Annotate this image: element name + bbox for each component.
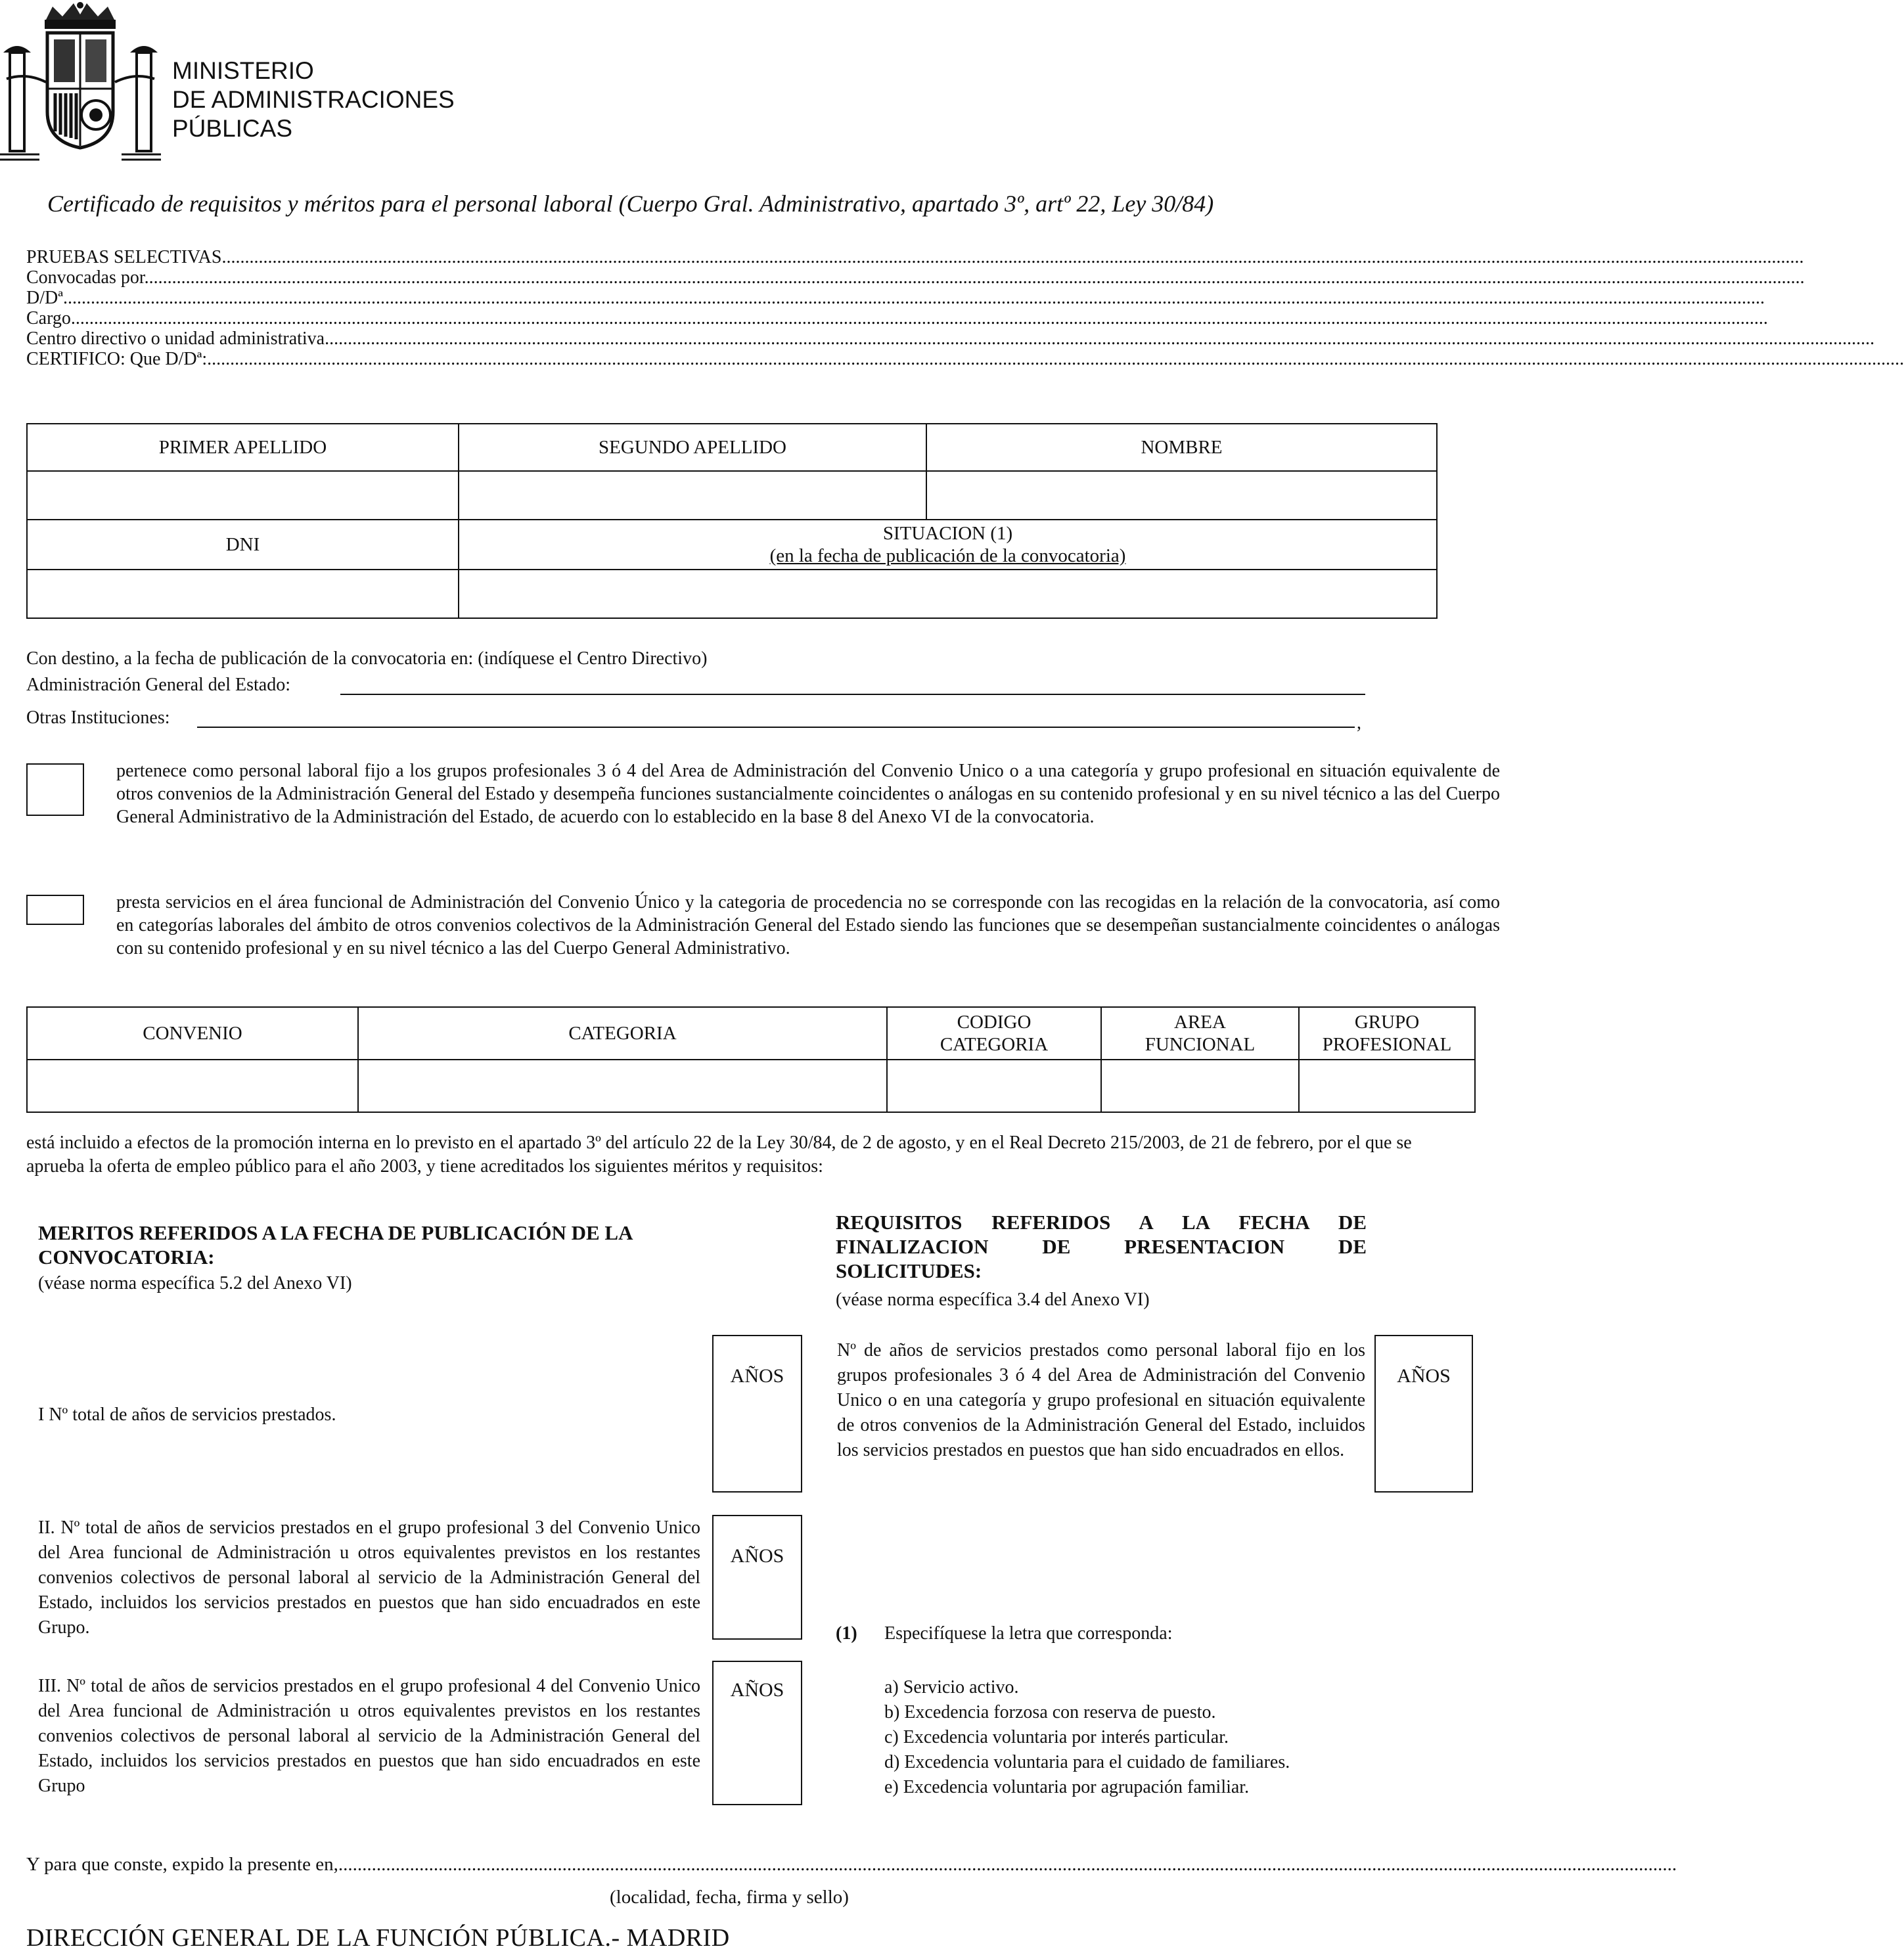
requisitos-note: (véase norma específica 3.4 del Anexo VI): [836, 1290, 1150, 1310]
header-area-funcional: AREA FUNCIONAL: [1101, 1007, 1299, 1060]
footer-text: DIRECCIÓN GENERAL DE LA FUNCIÓN PÚBLICA.- MADRID: [26, 1924, 730, 1952]
situacion-cell[interactable]: [459, 570, 1437, 618]
header-segundo-apellido: SEGUNDO APELLIDO: [459, 424, 926, 471]
header-primer-apellido: PRIMER APELLIDO: [27, 424, 459, 471]
footnote-list: [884, 1675, 1290, 1800]
destino-age-line[interactable]: [340, 694, 1365, 695]
header-codigo-categoria: CODIGO CATEGORIA: [887, 1007, 1101, 1060]
field-cargo[interactable]: Cargo.................................................................................................................................................................................................................................................................................................................................................................................: [26, 308, 1768, 328]
field-label: PRUEBAS SELECTIVAS: [26, 247, 222, 267]
coat-of-arms-icon: [0, 0, 161, 164]
codigo-categoria-cell[interactable]: [887, 1060, 1101, 1112]
situacion-label: SITUACION (1): [882, 523, 1013, 544]
ministry-line-2: DE ADMINISTRACIONES: [172, 86, 455, 113]
header-nombre: NOMBRE: [926, 424, 1437, 471]
primer-apellido-cell[interactable]: [27, 471, 459, 520]
option-2-checkbox[interactable]: [26, 895, 84, 925]
merito-2-box-label: AÑOS: [730, 1545, 784, 1567]
footnote-item-d: d) Excedencia voluntaria para el cuidado de familiares.: [884, 1752, 1290, 1772]
merito-2-text: II. Nº total de años de servicios prestados en el grupo profesional 3 del Convenio Unico del Area funcional de Administración u otros equivalentes previstos en los restantes convenios colectivos de personal laboral al servicio de la Administración General del Estado, incluidos los servicios prestados en puestos que han sido encuadrados en este Grupo.: [38, 1517, 700, 1638]
merito-1-box-label: AÑOS: [730, 1365, 784, 1387]
field-label: Centro directivo o unidad administrativa: [26, 328, 325, 349]
option-2-text: presta servicios en el área funcional de Administración del Convenio Único y la categoria de procedencia no se corresponde con las recogidas en la relación de la convocatoria, así como en categorías laborales del ámbito de otros convenios colectivos de la Administración General del Estado siendo las funciones que se desempeñan sustancialmente coincidentes o análogas con su contenido profesional y en su nivel técnico a las del Cuerpo General Administrativo.: [116, 892, 1500, 958]
destino-otras-label: Otras Instituciones:: [26, 708, 170, 728]
footnote-marker: (1): [836, 1623, 857, 1644]
ministry-line-3: PÚBLICAS: [172, 115, 293, 142]
promocion-paragraph: está incluido a efectos de la promoción interna en lo previsto en el apartado 3º del artículo 22 de la Ley 30/84, de 2 de agosto, y en el Real Decreto 215/2003, de 21 de febrero, por el que se aprueba la oferta de empleo público para el año 2003, y tiene acreditados los siguientes méritos y requisitos:: [26, 1133, 1412, 1177]
destino-otras-line[interactable]: [197, 727, 1355, 728]
destino-age-label: Administración General del Estado:: [26, 675, 290, 695]
field-certifico[interactable]: CERTIFICO: Que D/Dª:.................................................................................................................................................................................................................................................................................................................................................................................: [26, 349, 1904, 369]
header-categoria: CATEGORIA: [358, 1007, 887, 1060]
closing-line[interactable]: Y para que conste, expido la presente en,.........................................................................................................................................................................................................................................................................................: [26, 1854, 1677, 1875]
option-1-text: pertenece como personal laboral fijo a los grupos profesionales 3 ó 4 del Area de Administración del Convenio Unico o a una categoría y grupo profesional en situación equivalente de otros convenios de la Administración General del Estado y desempeña funciones sustancialmente coincidentes o análogas en su contenido profesional y en su nivel técnico a las del Cuerpo General Administrativo de la Administración del Estado, de acuerdo con lo establecido en la base 8 del Anexo VI de la convocatoria.: [116, 761, 1500, 827]
footnote-item-e: e) Excedencia voluntaria por agrupación familiar.: [884, 1777, 1250, 1797]
person-table: [26, 423, 1438, 619]
merito-3-box-label: AÑOS: [730, 1679, 784, 1701]
categoria-cell[interactable]: [358, 1060, 887, 1112]
field-label: CERTIFICO: Que D/Dª:: [26, 349, 208, 369]
merito-3-box[interactable]: [712, 1661, 802, 1805]
field-label: Cargo: [26, 308, 71, 328]
area-funcional-cell[interactable]: [1101, 1060, 1299, 1112]
destino-intro: Con destino, a la fecha de publicación de la convocatoria en: (indíquese el Centro Directivo): [26, 648, 708, 669]
dni-cell[interactable]: [27, 570, 459, 618]
field-convocadas-por[interactable]: Convocadas por.........................................................................................................................................................................................................................................................................................................................................................................: [26, 267, 1805, 288]
header-grupo-profesional: GRUPO PROFESIONAL: [1299, 1007, 1475, 1060]
merito-1-box[interactable]: [712, 1335, 802, 1493]
convenio-cell[interactable]: [27, 1060, 358, 1112]
field-label: Convocadas por: [26, 267, 145, 288]
option-1-checkbox[interactable]: [26, 763, 84, 816]
segundo-apellido-cell[interactable]: [459, 471, 926, 520]
field-centro-directivo[interactable]: Centro directivo o unidad administrativa.................................................................................................................................................................................................................................................................................................................................................: [26, 328, 1875, 349]
footnote-item-b: b) Excedencia forzosa con reserva de puesto.: [884, 1702, 1216, 1722]
field-label: D/Dª.: [26, 288, 68, 308]
fields-block: [26, 245, 1904, 369]
convenio-table: [26, 1006, 1476, 1113]
requisito-box[interactable]: [1374, 1335, 1473, 1493]
header-convenio: CONVENIO: [27, 1007, 358, 1060]
closing-caption: (localidad, fecha, firma y sello): [610, 1887, 849, 1908]
requisitos-heading: REQUISITOS REFERIDOS A LA FECHA DE FINALIZACION DE PRESENTACION DE SOLICITUDES:: [836, 1211, 1367, 1282]
field-pruebas-selectivas[interactable]: PRUEBAS SELECTIVAS........................................................................................................................................................................................................................................................................................................................................................: [26, 247, 1804, 267]
header-dni: DNI: [27, 520, 459, 570]
field-nombre-certificante[interactable]: D/Dª..................................................................................................................................................................................................................................................................................................................................................................................: [26, 288, 1765, 308]
document-title: Certificado de requisitos y méritos para el personal laboral (Cuerpo Gral. Administrativo, apartado 3º, artº 22, Ley 30/84): [47, 191, 1214, 217]
requisito-box-label: AÑOS: [1397, 1365, 1451, 1387]
footnote-item-c: c) Excedencia voluntaria por interés particular.: [884, 1727, 1229, 1747]
closing-text: Y para que conste, expido la presente en,: [26, 1854, 338, 1875]
destino-otras-suffix: ,: [1357, 713, 1361, 733]
footnote-item-a: a) Servicio activo.: [884, 1677, 1019, 1697]
merito-3-text: III. Nº total de años de servicios prestados en el grupo profesional 4 del Convenio Unico del Area funcional de Administración u otros equivalentes previstos en los restantes convenios colectivos de personal laboral al servicio de la Administración General del Estado, incluidos los servicios prestados en puestos que han sido encuadrados en este Grupo: [38, 1676, 700, 1796]
ministry-line-1: MINISTERIO: [172, 57, 314, 84]
merito-1-text: I Nº total de años de servicios prestados.: [38, 1404, 336, 1425]
header-situacion: [459, 520, 1437, 570]
grupo-profesional-cell[interactable]: [1299, 1060, 1475, 1112]
merito-2-box[interactable]: [712, 1515, 802, 1640]
requisito-text: Nº de años de servicios prestados como personal laboral fijo en los grupos profesionales 3 ó 4 del Area de Administración del Convenio Unico o en una categoría y grupo profesional en situación equivalente de otros convenios de la Administración General del Estado, incluidos los servicios prestados en puestos que han sido encuadrados en ellos.: [837, 1340, 1365, 1460]
ministry-name: [172, 56, 455, 143]
meritos-note: (véase norma específica 5.2 del Anexo VI): [38, 1273, 352, 1293]
nombre-cell[interactable]: [926, 471, 1437, 520]
footnote-title: Especifíquese la letra que corresponda:: [884, 1623, 1173, 1644]
meritos-heading: MERITOS REFERIDOS A LA FECHA DE PUBLICACIÓN DE LA CONVOCATORIA:: [38, 1221, 632, 1269]
situacion-sub: (en la fecha de publicación de la convocatoria): [769, 545, 1126, 566]
